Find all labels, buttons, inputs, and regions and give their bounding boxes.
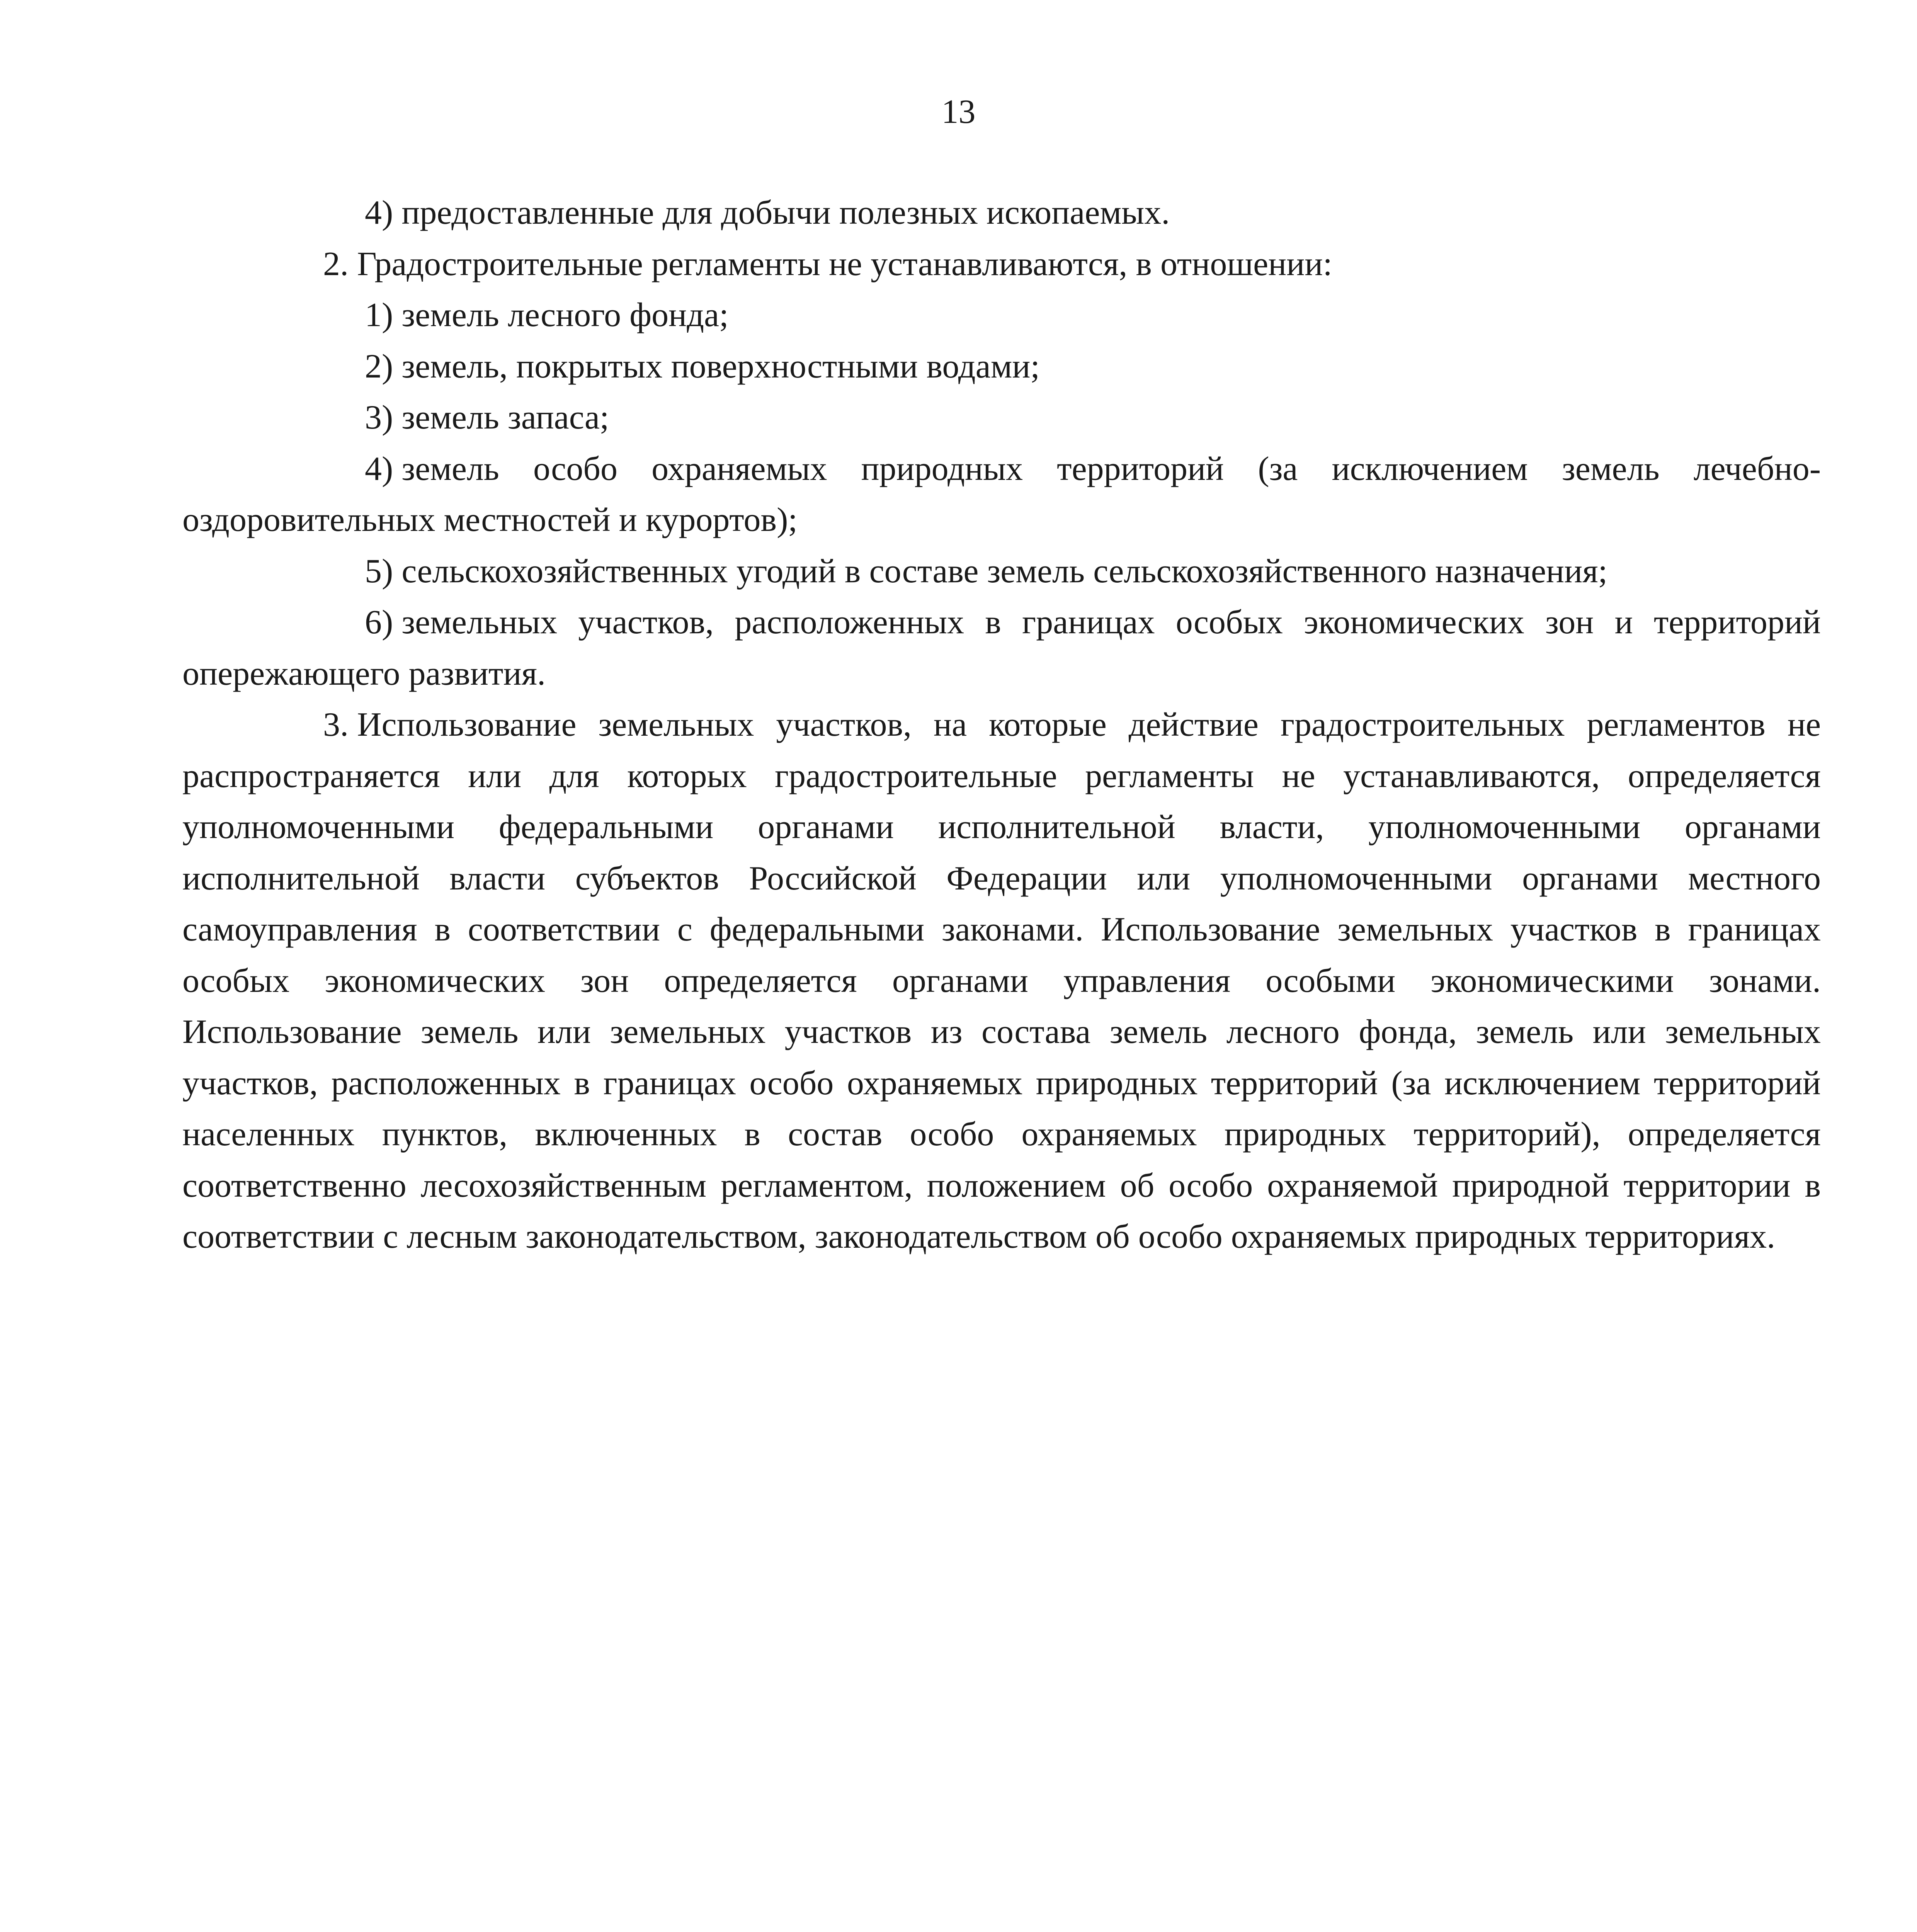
- item-text: земель особо охраняемых природных территорий (за исключением земель лечебно-оздоровительных местностей и курортов);: [182, 450, 1821, 539]
- list-item-4-mineral-extraction: [182, 187, 1821, 239]
- document-body: [182, 187, 1821, 1263]
- item-text: земельных участков, расположенных в границах особых экономических зон и территорий опережающего развития.: [182, 604, 1821, 692]
- clause-text: Градостроительные регламенты не устанавливаются, в отношении:: [357, 245, 1332, 283]
- item-number: 2): [365, 347, 393, 385]
- item-number: 6): [365, 604, 393, 641]
- item-number: 4): [365, 194, 393, 231]
- item-number: 3): [365, 399, 393, 436]
- list-item-5-agricultural-lands: [182, 546, 1821, 597]
- page-number: 13: [941, 93, 976, 131]
- item-number: 1): [365, 296, 393, 334]
- clause-3-land-use: [182, 699, 1821, 1263]
- item-text: предоставленные для добычи полезных ископаемых.: [401, 194, 1170, 231]
- clause-2-heading: [182, 239, 1821, 290]
- list-item-4-protected-territories: [182, 444, 1821, 546]
- item-text: земель, покрытых поверхностными водами;: [401, 347, 1040, 385]
- clause-number: 2.: [323, 245, 349, 283]
- item-text: сельскохозяйственных угодий в составе земель сельскохозяйственного назначения;: [401, 552, 1608, 590]
- clause-text: Использование земельных участков, на которые действие градостроительных регламентов не распространяется или для которых градостроительные регламенты не устанавливаются, определяется уполномоченными федеральными органами исполнительной власти, уполномоченными органами исполнительной власти субъектов Российской Федерации или уполномоченными органами местного самоуправления в соответствии с федеральными законами. Использование земельных участков в границах особых экономических зон определяется органами управления особыми экономическими зонами. Использование земель или земельных участков из состава земель лесного фонда, земель или земельных участков, расположенных в границах особо охраняемых природных территорий (за исключением территорий населенных пунктов, включенных в состав особо охраняемых природных территорий), определяется соответственно лесохозяйственным регламентом, положением об особо охраняемой природной территории в соответствии с лесным законодательством, законодательством об особо охраняемых природных территориях.: [182, 706, 1821, 1255]
- item-number: 4): [365, 450, 393, 488]
- list-item-3-reserve-lands: [182, 392, 1821, 444]
- item-number: 5): [365, 552, 393, 590]
- list-item-2-water-lands: [182, 341, 1821, 393]
- list-item-1-forest-fund: [182, 290, 1821, 341]
- list-item-6-economic-zones: [182, 597, 1821, 699]
- clause-number: 3.: [323, 706, 349, 743]
- item-text: земель лесного фонда;: [401, 296, 729, 334]
- item-text: земель запаса;: [401, 399, 609, 436]
